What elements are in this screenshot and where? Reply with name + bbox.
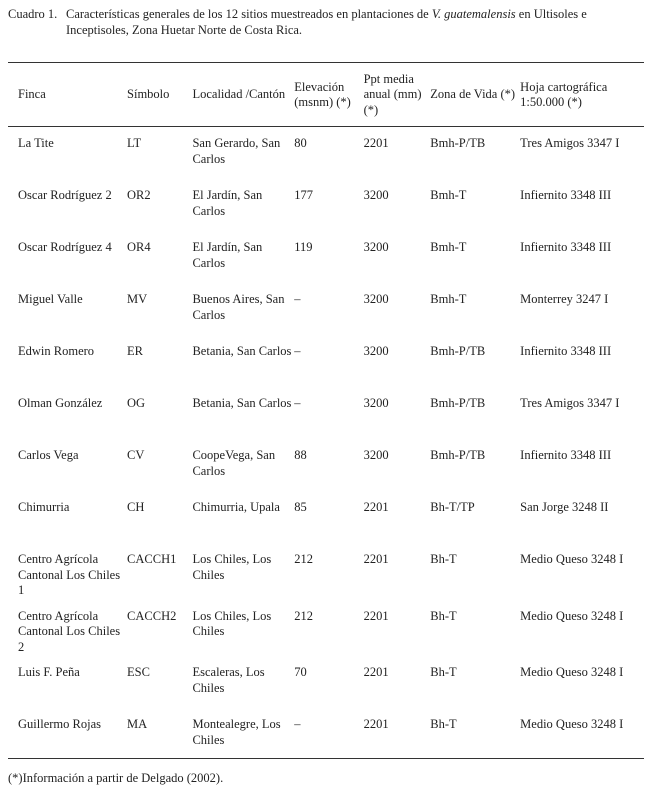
table-row <box>8 542 644 599</box>
caption-text <box>66 6 644 38</box>
cell-hoja-cartografica: San Jorge 3248 II <box>520 500 609 514</box>
header-finca: Finca <box>18 87 46 102</box>
cell-precipitacion: 3200 <box>363 240 389 254</box>
cell-zona-vida: Bmh-T <box>430 240 467 254</box>
cell-elevacion: – <box>294 396 301 410</box>
caption-label: Cuadro 1. <box>8 7 58 21</box>
header-elevacion: Elevación (msnm) (*) <box>294 79 351 109</box>
table-footnote: (*)Información a partir de Delgado (2002). <box>8 771 224 785</box>
cell-zona-vida: Bh-T <box>430 608 457 623</box>
table-caption <box>8 6 644 38</box>
cell-localidad: Montealegre, Los Chiles <box>192 717 281 747</box>
cell-localidad: Buenos Aires, San Carlos <box>192 292 285 322</box>
cell-hoja-cartografica: Medio Queso 3248 I <box>520 717 624 731</box>
cell-localidad: Escaleras, Los Chiles <box>192 665 265 695</box>
cell-localidad: Betania, San Carlos <box>192 344 292 358</box>
cell-precipitacion: 2201 <box>363 552 389 566</box>
cell-finca: Miguel Valle <box>18 292 83 306</box>
table-row <box>8 386 644 438</box>
caption-text-after: en Ultisoles e Inceptisoles, Zona Huetar Norte de Costa Rica. <box>66 7 587 37</box>
cell-hoja-cartografica: Infiernito 3348 III <box>520 188 612 202</box>
cell-precipitacion: 3200 <box>363 396 389 410</box>
cell-zona-vida: Bh-T <box>430 717 457 731</box>
cell-elevacion: 70 <box>294 665 307 679</box>
cell-hoja-cartografica: Infiernito 3348 III <box>520 344 612 358</box>
cell-simbolo: CACCH2 <box>127 608 177 623</box>
cell-precipitacion: 2201 <box>363 136 389 150</box>
cell-finca: Olman González <box>18 396 103 410</box>
cell-precipitacion: 3200 <box>363 448 389 462</box>
cell-hoja-cartografica: Medio Queso 3248 I <box>520 552 624 566</box>
cell-precipitacion: 3200 <box>363 344 389 358</box>
cell-elevacion: 85 <box>294 500 307 514</box>
header-hoja-cartografica: Hoja cartográfica 1:50.000 (*) <box>520 79 608 109</box>
cell-hoja-cartografica: Medio Queso 3248 I <box>520 665 624 679</box>
cell-zona-vida: Bh-T/TP <box>430 500 475 514</box>
cell-hoja-cartografica: Tres Amigos 3347 I <box>520 136 620 150</box>
cell-elevacion: 212 <box>294 608 313 623</box>
cell-zona-vida: Bmh-P/TB <box>430 136 486 150</box>
cell-simbolo: CV <box>127 448 145 462</box>
cell-precipitacion: 2201 <box>363 500 389 514</box>
cell-hoja-cartografica: Medio Queso 3248 I <box>520 608 624 623</box>
cell-simbolo: CACCH1 <box>127 552 177 566</box>
cell-localidad: Betania, San Carlos <box>192 396 292 410</box>
table-row <box>8 599 644 656</box>
cell-localidad: Chimurria, Upala <box>192 500 280 514</box>
cell-localidad: El Jardín, San Carlos <box>192 188 263 218</box>
caption-text-before: Características generales de los 12 sitios muestreados en plantaciones de <box>66 7 432 21</box>
cell-localidad: Los Chiles, Los Chiles <box>192 552 272 582</box>
cell-simbolo: OR2 <box>127 188 151 202</box>
cell-hoja-cartografica: Infiernito 3348 III <box>520 240 612 254</box>
cell-simbolo: ESC <box>127 665 150 679</box>
cell-hoja-cartografica: Tres Amigos 3347 I <box>520 396 620 410</box>
cell-elevacion: – <box>294 344 301 358</box>
cell-simbolo: MV <box>127 292 148 306</box>
cell-localidad: San Gerardo, San Carlos <box>192 136 281 166</box>
header-simbolo: Símbolo <box>127 87 170 102</box>
cell-zona-vida: Bmh-P/TB <box>430 344 486 358</box>
cell-simbolo: CH <box>127 500 145 514</box>
cell-elevacion: 88 <box>294 448 307 462</box>
cell-finca: Oscar Rodríguez 2 <box>18 188 112 202</box>
cell-elevacion: – <box>294 717 301 731</box>
header-localidad: Localidad /Cantón <box>192 87 286 102</box>
cell-simbolo: OG <box>127 396 146 410</box>
table-row <box>8 655 644 707</box>
cell-zona-vida: Bh-T <box>430 665 457 679</box>
cell-precipitacion: 3200 <box>363 188 389 202</box>
cell-finca: Chimurria <box>18 500 70 514</box>
table-row <box>8 230 644 282</box>
table-row <box>8 490 644 542</box>
table-row <box>8 282 644 334</box>
cell-finca: Centro Agrícola Cantonal Los Chiles 1 <box>18 552 121 597</box>
cell-finca: Edwin Romero <box>18 344 95 358</box>
cell-localidad: Los Chiles, Los Chiles <box>192 608 272 638</box>
table-top-rule <box>8 62 644 63</box>
cell-precipitacion: 2201 <box>363 665 389 679</box>
cell-finca: Guillermo Rojas <box>18 717 101 731</box>
table-row <box>8 334 644 386</box>
cell-localidad: El Jardín, San Carlos <box>192 240 263 270</box>
table-row <box>8 126 644 178</box>
cell-zona-vida: Bmh-T <box>430 188 467 202</box>
cell-simbolo: OR4 <box>127 240 151 254</box>
table-row <box>8 178 644 230</box>
cell-precipitacion: 3200 <box>363 292 389 306</box>
sites-table <box>8 64 644 759</box>
cell-elevacion: – <box>294 292 301 306</box>
cell-simbolo: ER <box>127 344 144 358</box>
cell-zona-vida: Bmh-P/TB <box>430 448 486 462</box>
cell-simbolo: MA <box>127 717 148 731</box>
cell-elevacion: 212 <box>294 552 313 566</box>
cell-elevacion: 177 <box>294 188 313 202</box>
cell-precipitacion: 2201 <box>363 717 389 731</box>
table-row <box>8 438 644 490</box>
caption-species: V. guatemalensis <box>431 7 516 21</box>
cell-precipitacion: 2201 <box>363 608 389 623</box>
header-zona-vida: Zona de Vida (*) <box>430 87 516 102</box>
cell-hoja-cartografica: Infiernito 3348 III <box>520 448 612 462</box>
cell-zona-vida: Bmh-P/TB <box>430 396 486 410</box>
cell-finca: La Tite <box>18 136 54 150</box>
cell-simbolo: LT <box>127 136 142 150</box>
cell-finca: Carlos Vega <box>18 448 79 462</box>
header-precipitacion: Ppt media anual (mm) (*) <box>363 71 422 117</box>
cell-elevacion: 119 <box>294 240 313 254</box>
table-header-row <box>8 64 644 126</box>
cell-zona-vida: Bmh-T <box>430 292 467 306</box>
cell-zona-vida: Bh-T <box>430 552 457 566</box>
cell-elevacion: 80 <box>294 136 307 150</box>
cell-finca: Luis F. Peña <box>18 665 80 679</box>
cell-localidad: CoopeVega, San Carlos <box>192 448 276 478</box>
cell-hoja-cartografica: Monterrey 3247 I <box>520 292 609 306</box>
table-row <box>8 707 644 759</box>
cell-finca: Centro Agrícola Cantonal Los Chiles 2 <box>18 608 121 654</box>
cell-finca: Oscar Rodríguez 4 <box>18 240 112 254</box>
